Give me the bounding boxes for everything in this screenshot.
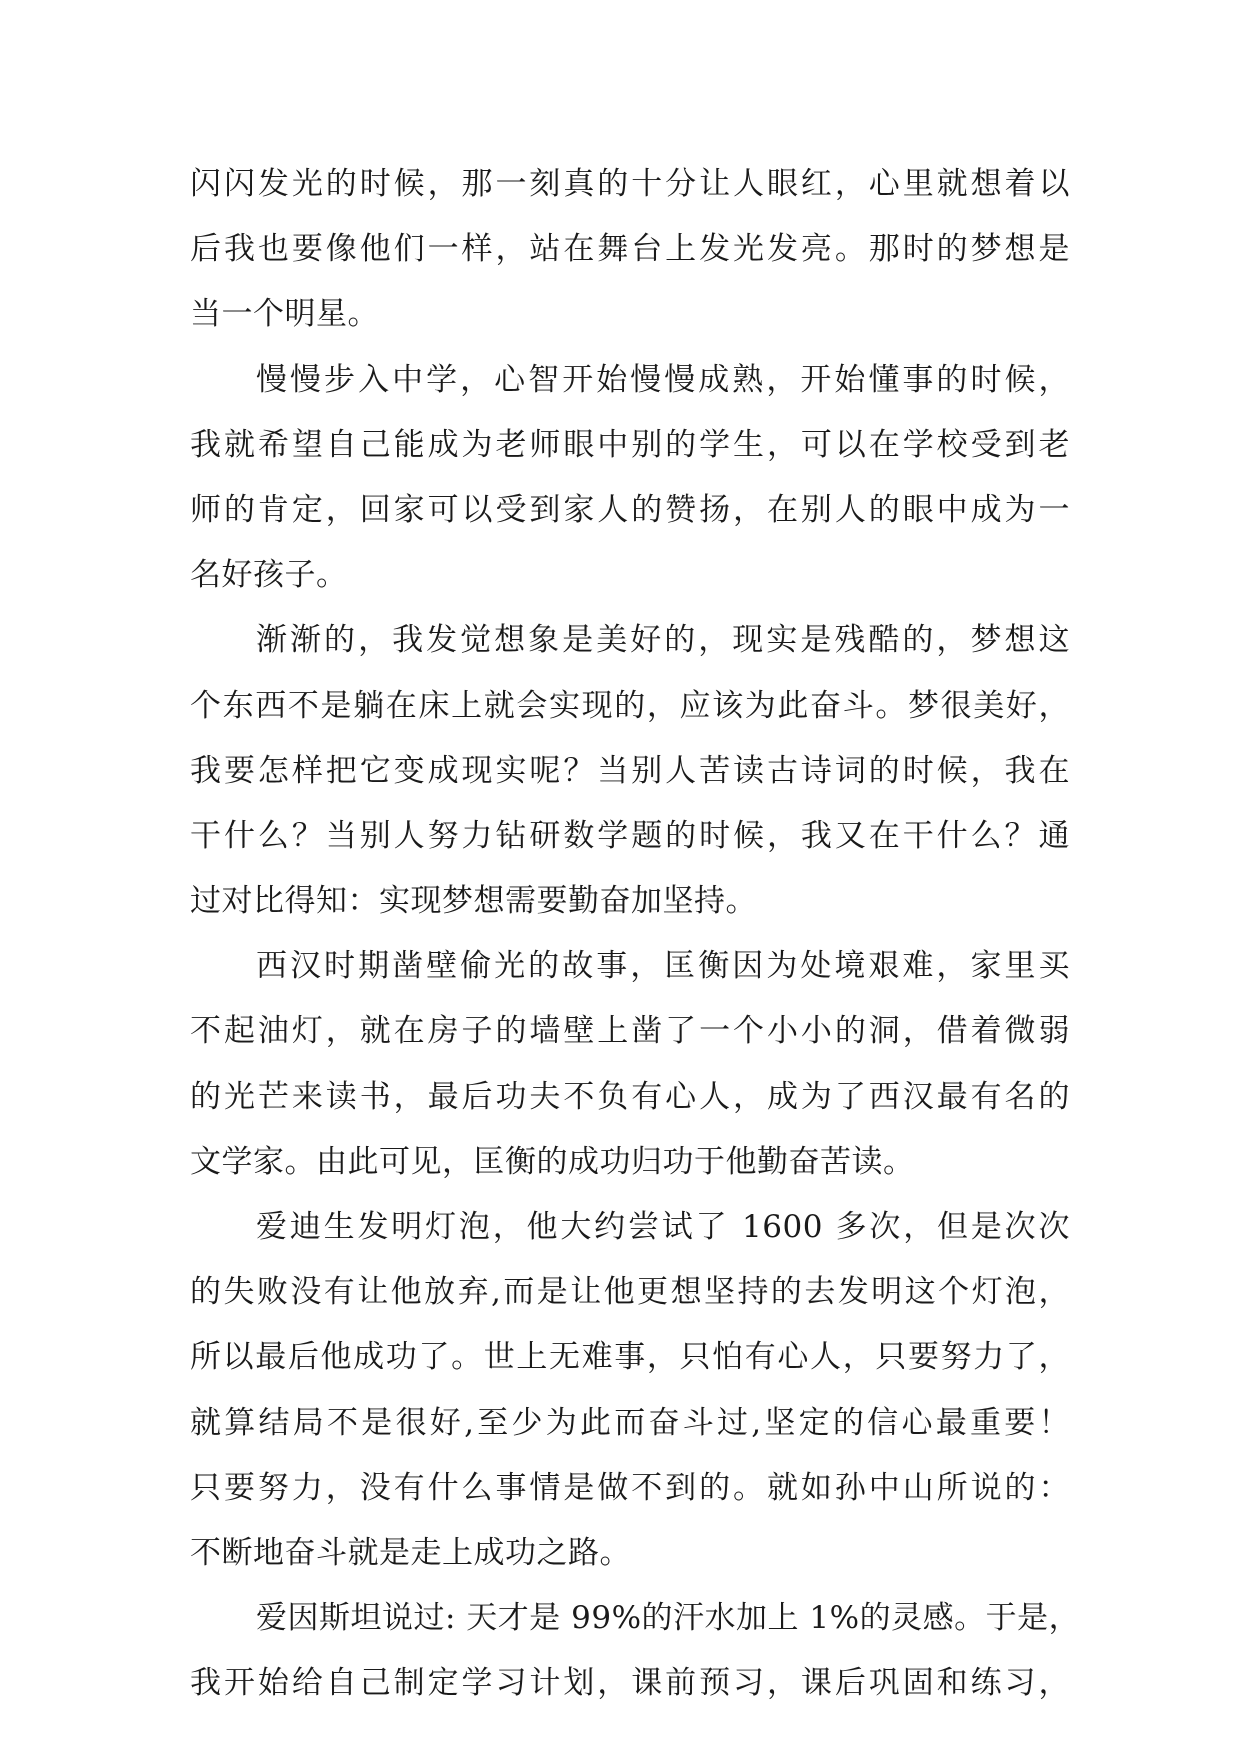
text-line: 慢慢步入中学，心智开始慢慢成熟，开始懂事的时候， [256, 361, 1070, 398]
text-line: 我要怎样把它变成现实呢？当别人苦读古诗词的时候，我在 [190, 752, 1070, 789]
text-line: 干什么？当别人努力钻研数学题的时候，我又在干什么？通 [190, 817, 1070, 854]
text-line: 后我也要像他们一样，站在舞台上发光发亮。那时的梦想是 [190, 231, 1070, 268]
text-line: 的光芒来读书，最后功夫不负有心人，成为了西汉最有名的 [190, 1078, 1070, 1115]
text-line: 不起油灯，就在房子的墙壁上凿了一个小小的洞，借着微弱 [190, 1013, 1070, 1050]
text-line: 闪闪发光的时候，那一刻真的十分让人眼红，心里就想着以 [190, 166, 1070, 202]
text-line: 西汉时期凿壁偷光的故事，匡衡因为处境艰难，家里买 [256, 948, 1070, 985]
text-line: 爱迪生发明灯泡，他大约尝试了 1600 多次，但是次次 [256, 1209, 1070, 1245]
text-line: 不断地奋斗就是走上成功之路。 [190, 1534, 631, 1571]
text-line: 文学家。由此可见，匡衡的成功归功于他勤奋苦读。 [190, 1143, 915, 1180]
text-line: 只要努力，没有什么事情是做不到的。就如孙中山所说的： [190, 1469, 1070, 1506]
text-line: 当一个明星。 [190, 296, 379, 333]
text-line: 所以最后他成功了。世上无难事，只怕有心人，只要努力了， [190, 1339, 1070, 1376]
text-line: 我开始给自己制定学习计划，课前预习，课后巩固和练习， [190, 1665, 1070, 1702]
text-line: 的失败没有让他放弃,而是让他更想坚持的去发明这个灯泡， [190, 1274, 1070, 1311]
text-line: 渐渐的，我发觉想象是美好的，现实是残酷的，梦想这 [256, 622, 1070, 659]
text-line: 师的肯定，回家可以受到家人的赞扬，在别人的眼中成为一 [190, 491, 1070, 528]
text-line: 就算结局不是很好,至少为此而奋斗过,坚定的信心最重要！ [190, 1404, 1070, 1441]
text-line: 我就希望自己能成为老师眼中别的学生，可以在学校受到老 [190, 426, 1070, 463]
text-line: 过对比得知：实现梦想需要勤奋加坚持。 [190, 883, 757, 920]
document-body [190, 152, 1081, 1717]
text-line: 名好孩子。 [190, 557, 348, 594]
text-line: 爱因斯坦说过: 天才是 99%的汗水加上 1%的灵感。于是， [256, 1600, 1081, 1637]
text-line: 个东西不是躺在床上就会实现的，应该为此奋斗。梦很美好， [190, 687, 1070, 724]
